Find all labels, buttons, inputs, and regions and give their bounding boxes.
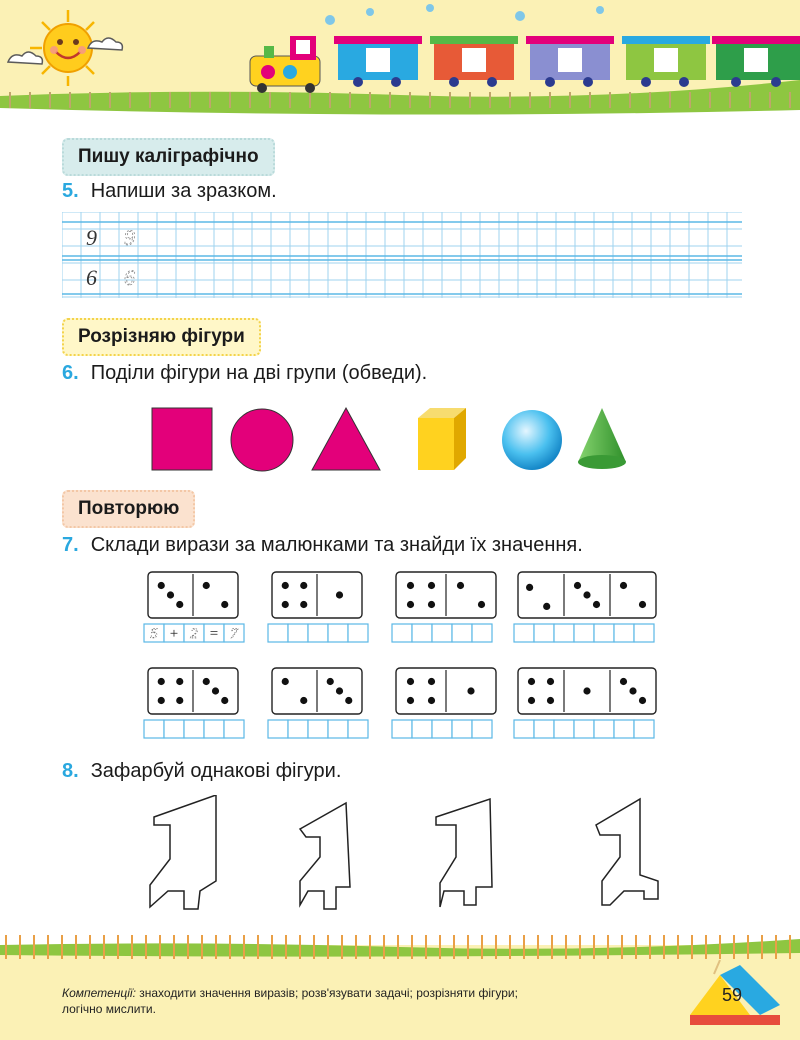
domino-1 [148,572,238,618]
answer-box[interactable] [554,720,574,738]
answer-box[interactable] [614,624,634,642]
shapes-row [140,404,660,480]
domino-4 [518,572,656,618]
answer-box[interactable] [164,720,184,738]
domino-pip [282,582,289,589]
domino-pip [176,601,183,608]
answer-box[interactable] [204,720,224,738]
task-7 [62,534,583,557]
header-illustration [0,0,800,120]
answer-box[interactable] [392,624,412,642]
answer-box[interactable] [224,720,244,738]
triangle-shape [312,408,380,470]
domino-pip [300,601,307,608]
domino-pip [629,687,636,694]
answer-box[interactable] [288,720,308,738]
trace-digit-6: 6 [124,265,135,290]
task-number: 5. [62,180,79,202]
domino-pip [639,601,646,608]
domino-pip [407,678,414,685]
answer-box[interactable] [574,624,594,642]
answer-boxes[interactable] [514,624,654,642]
answer-box[interactable] [144,720,164,738]
domino-7 [396,668,496,714]
smoke-puffs [325,4,604,25]
domino-pip [221,601,228,608]
domino-pip [528,697,535,704]
outline-figure-2[interactable] [300,803,350,909]
answer-box[interactable] [514,720,534,738]
domino-pip [526,584,533,591]
domino-pip [407,601,414,608]
sphere-shape [502,410,562,470]
domino-pip [428,582,435,589]
answer-box[interactable] [432,720,452,738]
domino-5 [148,668,238,714]
answer-box[interactable] [514,624,534,642]
answer-box[interactable] [634,720,654,738]
train-illustration [250,36,800,93]
domino-pip [583,687,590,694]
domino-pip [407,582,414,589]
domino-pip [300,697,307,704]
domino-pip [407,697,414,704]
domino-6 [272,668,362,714]
answer-box[interactable] [348,624,368,642]
example-token: 7 [230,626,238,642]
answer-box[interactable] [534,624,554,642]
answer-boxes[interactable] [268,720,368,738]
answer-box[interactable] [634,624,654,642]
cone-shape [578,408,626,469]
domino-pip [221,697,228,704]
answer-box[interactable] [432,624,452,642]
answer-box[interactable] [472,720,492,738]
domino-pip [620,582,627,589]
circle-shape [231,409,293,471]
page-number: 59 [722,985,743,1005]
example-token: = [209,626,219,642]
task-text: Напиши за зразком. [90,180,277,202]
outline-figure-1[interactable] [150,795,216,909]
answer-box[interactable] [268,624,288,642]
domino-pip [336,591,343,598]
writing-grid[interactable] [62,212,742,298]
domino-pip [327,678,334,685]
outline-figure-4[interactable] [596,799,658,905]
domino-pip [282,601,289,608]
task-8 [62,760,341,783]
domino-pip [457,582,464,589]
competencies-text: знаходити значення виразів; розв'язувати задачі; розрізняти фігури; логічно мислити. [62,986,518,1016]
answer-box[interactable] [594,720,614,738]
answer-box[interactable] [554,624,574,642]
domino-pip [176,678,183,685]
task-text: Склади вирази за малюнками та знайди їх значення. [90,534,583,556]
domino-pip [300,582,307,589]
example-token: + [169,626,179,642]
answer-box[interactable] [472,624,492,642]
answer-boxes[interactable] [392,720,492,738]
domino-pip [639,697,646,704]
competencies-note [62,985,532,1017]
domino-pip [212,687,219,694]
domino-pip [467,687,474,694]
domino-pip [543,603,550,610]
sample-digit-9: 9 [86,225,97,250]
answer-box[interactable] [328,624,348,642]
domino-pip [528,678,535,685]
cube-shape [418,408,466,470]
answer-box[interactable] [392,720,412,738]
domino-pip [428,601,435,608]
answer-box[interactable] [328,720,348,738]
answer-box[interactable] [412,624,432,642]
task-number: 6. [62,362,79,384]
outline-figure-3[interactable] [436,799,492,907]
task-text: Поділи фігури на дві групи (обведи). [90,362,428,384]
answer-box[interactable] [574,720,594,738]
domino-pip [574,582,581,589]
domino-8 [518,668,656,714]
domino-pip [158,582,165,589]
task-text: Зафарбуй однакові фігури. [90,760,342,782]
task-6 [62,362,427,385]
task-number: 8. [62,760,79,782]
domino-pip [336,687,343,694]
answer-boxes[interactable] [514,720,654,738]
domino-pip [203,582,210,589]
answer-boxes[interactable] [392,624,492,642]
domino-2 [272,572,362,618]
answer-box[interactable] [308,720,328,738]
answer-box[interactable] [184,720,204,738]
domino-pip [158,678,165,685]
domino-pip [547,678,554,685]
domino-pip [593,601,600,608]
answer-box[interactable] [594,624,614,642]
answer-box[interactable] [308,624,328,642]
answer-box[interactable] [268,720,288,738]
domino-pip [176,697,183,704]
domino-3 [396,572,496,618]
competencies-label: Компетенції: [62,986,136,1000]
domino-pip [478,601,485,608]
section-tag-repeat: Повторюю [62,490,195,528]
section-tag-shapes: Розрізняю фігури [62,318,261,356]
domino-pip [345,697,352,704]
grass-strip [0,80,800,115]
bottom-fence [0,925,800,965]
domino-pip [583,591,590,598]
domino-pip [620,678,627,685]
domino-pip [282,678,289,685]
answer-boxes[interactable] [144,624,244,642]
answer-box[interactable] [614,720,634,738]
section-tag-calligraphy: Пишу каліграфічно [62,138,275,176]
domino-pip [547,697,554,704]
answer-boxes[interactable] [268,624,368,642]
sample-digit-6: 6 [86,265,97,290]
answer-box[interactable] [452,720,472,738]
trace-digit-9: 9 [124,225,135,250]
example-token: 5 [150,626,158,642]
answer-box[interactable] [534,720,554,738]
answer-boxes[interactable] [144,720,244,738]
answer-box[interactable] [288,624,308,642]
answer-box[interactable] [412,720,432,738]
domino-pip [203,678,210,685]
square-shape [152,408,212,470]
domino-pip [428,678,435,685]
domino-pip [167,591,174,598]
task-number: 7. [62,534,79,556]
outline-figures[interactable] [140,795,680,915]
answer-box[interactable] [452,624,472,642]
task-5 [62,180,277,203]
domino-pip [428,697,435,704]
dominoes-area [0,560,800,750]
domino-pip [158,697,165,704]
example-token: 2 [190,626,198,642]
answer-box[interactable] [348,720,368,738]
